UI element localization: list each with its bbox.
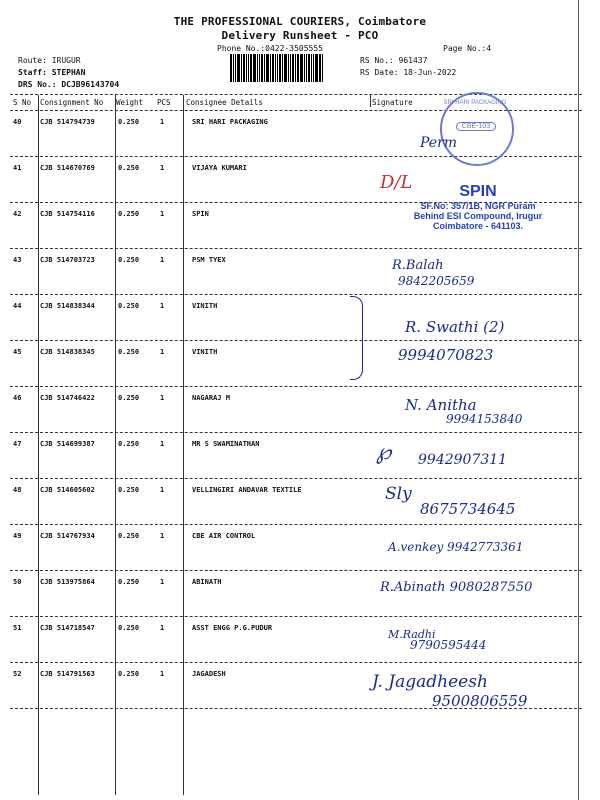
row-consignee: ASST ENGG P.G.PUDUR [192,624,273,632]
row-sno: 52 [13,670,22,678]
signature-r52-name: J. Jagadheesh [372,672,488,692]
row-sno: 50 [13,578,22,586]
spin-stamp [388,183,568,231]
row-weight: 0.250 [118,578,140,586]
row-consignment-no: CJB 514754116 [40,210,95,218]
row-sno: 45 [13,348,22,356]
row-weight: 0.250 [118,486,140,494]
row-weight: 0.250 [118,394,140,402]
row-consignment-no: CJB 514791563 [40,670,95,678]
rs-number: RS No.: 961437 [360,56,428,65]
col-divider [183,95,184,795]
row-consignee: JAGADESH [192,670,226,678]
row-pcs: 1 [160,256,165,264]
signature-r44: R. Swathi (2) [405,318,505,336]
signature-r48-phone: 8675734645 [420,500,516,518]
row-sno: 41 [13,164,22,172]
row-pcs: 1 [160,164,165,172]
row-consignment-no: CJB 514703723 [40,256,95,264]
row-pcs: 1 [160,486,165,494]
row-weight: 0.250 [118,624,140,632]
row-sno: 40 [13,118,22,126]
row-consignee: VELLINGIRI ANDAVAR TEXTILE [192,486,302,494]
row-pcs: 1 [160,532,165,540]
row-divider [10,294,582,295]
row-sno: 44 [13,302,22,310]
row-weight: 0.250 [118,302,140,310]
row-divider [10,662,582,663]
spin-stamp-line1: SF.No: 357/1B, NGR Puram [420,201,536,211]
row-pcs: 1 [160,578,165,586]
row-divider [10,432,582,433]
row-consignee: NAGARAJ M [192,394,230,402]
row-divider [10,248,582,249]
seal-code: CBE-103 [456,122,496,131]
row-weight: 0.250 [118,440,140,448]
row-consignment-no: CJB 514794739 [40,118,95,126]
row-divider [10,524,582,525]
company-seal [440,92,514,166]
row-consignee: VIJAYA KUMARI [192,164,247,172]
runsheet-title: Delivery Runsheet - PCO [221,29,379,42]
rs-date: RS Date: 18-Jun-2022 [360,68,457,77]
row-consignee: VINITH [192,348,218,356]
route-label: Route: IRUGUR [18,56,81,65]
row-consignment-no: CJB 514767934 [40,532,95,540]
page-edge-line [578,0,579,800]
col-divider [38,95,39,795]
row-pcs: 1 [160,440,165,448]
company-title: THE PROFESSIONAL COURIERS, Coimbatore [173,15,427,28]
signature-r52-phone: 9500806559 [432,692,528,710]
row-weight: 0.250 [118,118,140,126]
row-sno: 48 [13,486,22,494]
row-pcs: 1 [160,302,165,310]
signature-r48-name: Sly [385,484,412,504]
phone-number: Phone No.:0422-3505555 [217,44,323,53]
page-number: Page No.:4 [443,44,492,53]
col-sno: S No [13,98,32,107]
row-sno: 46 [13,394,22,402]
row-sno: 47 [13,440,22,448]
row-weight: 0.250 [118,670,140,678]
row-weight: 0.250 [118,164,140,172]
row-pcs: 1 [160,670,165,678]
row-pcs: 1 [160,118,165,126]
spin-stamp-title: SPIN [459,183,497,200]
staff-label: Staff: STEPHAN [18,68,86,77]
row-consignee: MR S SWAMINATHAN [192,440,260,448]
col-weight: Weight [116,98,144,107]
row-consignment-no: CJB 514605602 [40,486,95,494]
drs-number: DRS No.: DCJB96143704 [18,80,120,89]
barcode [230,54,340,82]
row-consignee: SRI HARI PACKAGING [192,118,268,126]
row-pcs: 1 [160,348,165,356]
row-weight: 0.250 [118,348,140,356]
row-consignee: ABINATH [192,578,222,586]
row-divider [10,478,582,479]
row-pcs: 1 [160,394,165,402]
row-consignment-no: CJB 514699387 [40,440,95,448]
signature-r47-mark: ℘ [376,440,392,465]
col-consignee: Consignee Details [186,98,263,107]
signature-r47: 9942907311 [418,452,508,468]
spin-stamp-line2: Behind ESI Compound, Irugur [413,211,543,221]
bracket-mark [350,296,363,380]
row-pcs: 1 [160,210,165,218]
seal-text: SRI HARI PACKAGING [443,100,507,106]
col-divider [115,95,116,795]
col-signature: Signature [372,98,413,107]
row-divider [10,340,582,341]
row-consignment-no: CJB 514838344 [40,302,95,310]
signature-r50: R.Abinath 9080287550 [380,580,533,595]
row-consignee: SPIN [192,210,209,218]
row-consignee: CBE AIR CONTROL [192,532,256,540]
row-consignment-no: CJB 513975864 [40,578,95,586]
col-divider [370,95,371,107]
signature-r51-phone: 9790595444 [410,638,487,652]
signature-r43-name: R.Balah [392,258,444,273]
row-consignee: PSM TYEX [192,256,226,264]
col-pcs: PCS [157,98,171,107]
row-consignment-no: CJB 514746422 [40,394,95,402]
row-weight: 0.250 [118,532,140,540]
row-consignment-no: CJB 514718547 [40,624,95,632]
row-weight: 0.250 [118,210,140,218]
signature-r41: D/L [380,172,413,193]
row-weight: 0.250 [118,256,140,264]
row-divider [10,386,582,387]
row-sno: 42 [13,210,22,218]
row-consignment-no: CJB 514838345 [40,348,95,356]
row-consignee: VINITH [192,302,218,310]
spin-stamp-line3: Coimbatore - 641103. [432,221,524,231]
signature-r46-name: N. Anitha [405,396,477,414]
row-divider [10,616,582,617]
row-consignment-no: CJB 514670769 [40,164,95,172]
col-consignment: Consignment No [40,98,104,107]
signature-r40: Perm [420,135,458,151]
signature-r43-phone: 9842205659 [398,274,475,288]
signature-r49: A.venkey 9942773361 [388,540,524,554]
row-sno: 51 [13,624,22,632]
signature-r46-phone: 9994153840 [446,412,523,426]
row-sno: 43 [13,256,22,264]
row-pcs: 1 [160,624,165,632]
row-divider [10,570,582,571]
signature-r45: 9994070823 [398,346,494,364]
signature-r51-name: M.Radhi [388,628,436,641]
row-sno: 49 [13,532,22,540]
